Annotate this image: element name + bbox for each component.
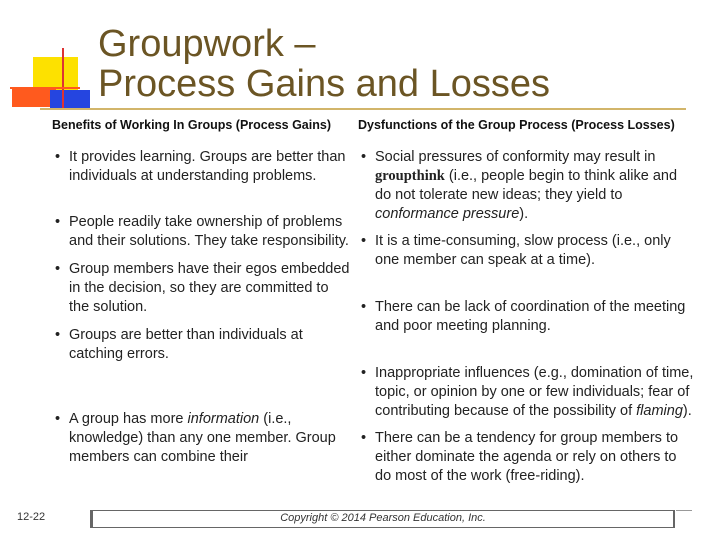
loss-item: • Inappropriate influences (e.g., domination of time, topic, or opinion by one or few individuals; fear of contributing because of the possibility of flaming). [358,364,694,421]
process-gains-column [52,118,352,467]
gain-item: • People readily take ownership of problems and their solutions. They take responsibility. [52,213,352,251]
gain-item: • Groups are better than individuals at catching errors. [52,326,352,364]
slide-number: 12-22 [17,511,46,523]
loss-item: • There can be a tendency for group members to either dominate the agenda or rely on others to do most of the work (free-riding). [358,429,694,486]
decor-vertical-line [62,48,64,110]
slide-title [98,24,698,104]
title-underline [40,108,686,110]
decor-horizontal-line [10,87,80,89]
loss-item: • Social pressures of conformity may result in groupthink (i.e., people begin to think alike and do not tolerate new ideas; they yield to conformance pressure). [358,148,694,224]
gain-item: • A group has more information (i.e., knowledge) than any one member. Group members can combine their [52,410,352,467]
process-losses-column [358,118,694,486]
footer-bar [90,510,675,528]
gain-item: • It provides learning. Groups are better than individuals at understanding problems. [52,148,352,186]
gain-item: • Group members have their egos embedded in the decision, so they are committed to the solution. [52,260,352,317]
copyright-text: Copyright © 2014 Pearson Education, Inc. [280,512,486,524]
loss-item: • There can be lack of coordination of the meeting and poor meeting planning. [358,298,694,336]
loss-item: • It is a time-consuming, slow process (i.e., only one member can speak at a time). [358,232,694,270]
process-losses-header: Dysfunctions of the Group Process (Process Losses) [358,118,675,132]
decor-blue-bar [50,90,90,110]
comparison-table [46,118,694,510]
title-line-1: Groupwork – [98,23,316,65]
footer-cap [676,510,692,529]
title-line-2: Process Gains and Losses [98,63,551,105]
process-gains-header: Benefits of Working In Groups (Process Gains) [52,118,331,132]
